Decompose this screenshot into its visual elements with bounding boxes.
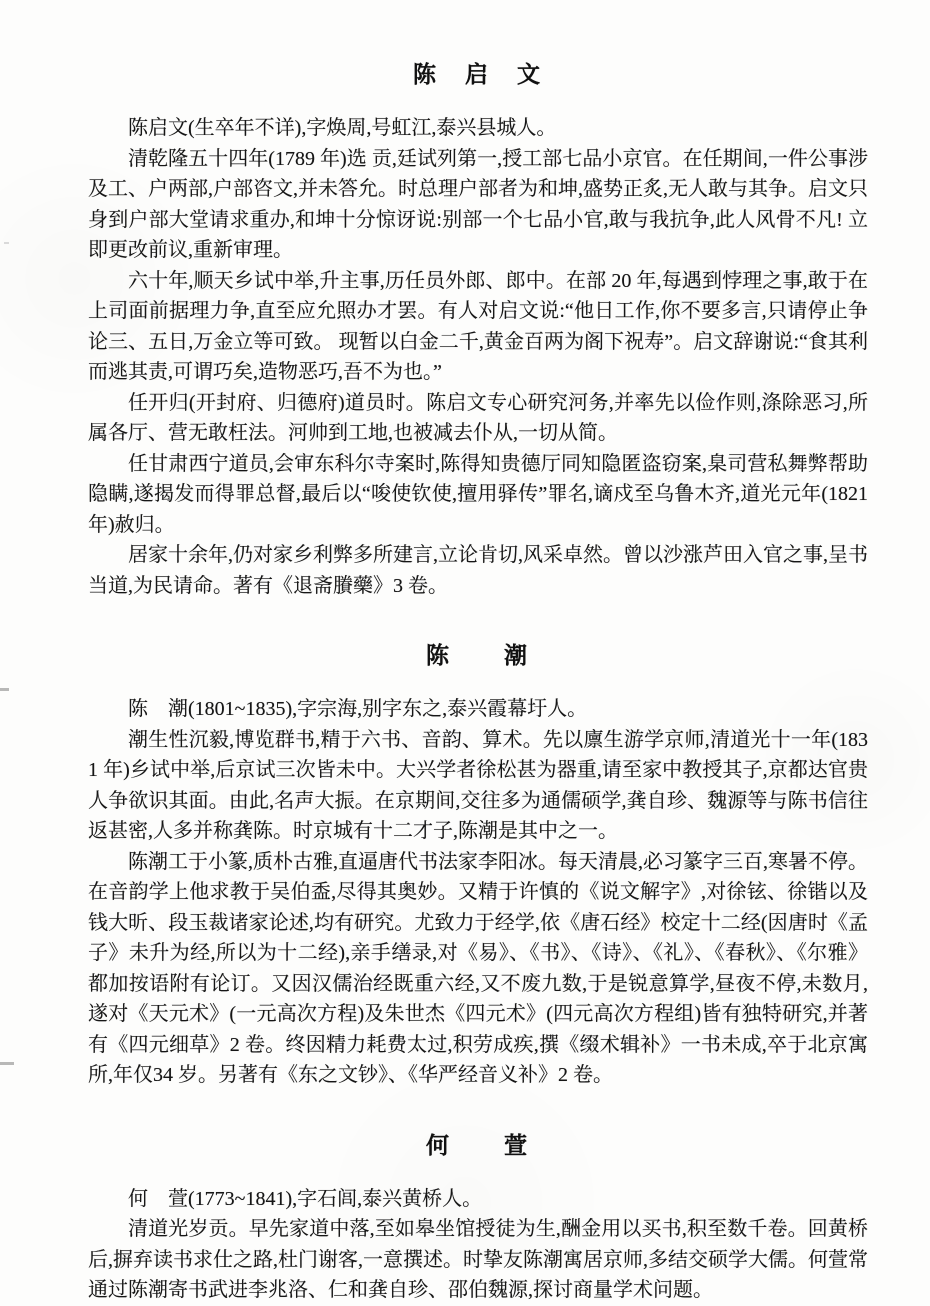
paragraph: 任开归(开封府、归德府)道员时。陈启文专心研究河务,并率先以俭作则,涤除恶习,所属各厅、营无敢枉法。河帅到工地,也被减去仆从,一切从简。 bbox=[88, 391, 868, 444]
section-title: 何 萱 bbox=[426, 1132, 530, 1158]
paragraph: 居家十余年,仍对家乡利弊多所建言,立论肯切,风采卓然。曾以沙涨芦田入官之事,呈书当道,为民请命。著有《退斋賸藥》3 卷。 bbox=[88, 544, 868, 597]
paragraph: 陈启文(生卒年不详),字焕周,号虹江,泰兴县城人。 bbox=[128, 117, 557, 139]
section-title: 陈 启 文 bbox=[413, 62, 543, 87]
biography-section-chen-qiwen bbox=[88, 56, 868, 601]
scan-artifact-dash bbox=[0, 1062, 14, 1065]
section-title: 陈 潮 bbox=[426, 643, 530, 668]
scan-artifact-speck bbox=[4, 242, 9, 244]
biography-section-he-xuan bbox=[88, 1127, 868, 1306]
biography-section-chen-chao bbox=[88, 637, 868, 1091]
paragraph: 陈潮工于小篆,质朴古雅,直逼唐代书法家李阳冰。每天清晨,必习篆字三百,寒暑不停。在音韵学上他求教于吴伯盉,尽得其奥妙。又精于许慎的《说文解字》,对徐铉、徐锴以及钱大昕、段玉裁诸家论述,均有研究。尤致力于经学,依《唐石经》校定十二经(因唐时《孟子》未升为经,所以为十二经),亲手缮录,对《易》、《书》、《诗》、《礼》、《春秋》、《尔雅》都加按语附有论订。又因汉儒治经既重六经,又不废九数,于是锐意算学,昼夜不停,未数月,遂对《天元术》(一元高次方程)及朱世杰《四元术》(四元高次方程组)皆有独特研究,并著有《四元细草》2 卷。终因精力耗费太过,积劳成疾,撰《缀术辑补》一书未成,卒于北京寓所,年仅34 岁。另著有《东之文钞》、《华严经音义补》2 卷。 bbox=[88, 850, 868, 1086]
paragraph: 清乾隆五十四年(1789 年)选 贡,廷试列第一,授工部七品小京官。在任期间,一件公事涉及工、户两部,户部咨文,并未答允。时总理户部者为和坤,盛势正炙,无人敢与其争。启文只身到户部大堂请求重办,和坤十分惊讶说:别部一个七品小官,敢与我抗争,此人风骨不凡! 立即更改前议,重新审理。 bbox=[88, 147, 868, 261]
paragraph: 六十年,顺天乡试中举,升主事,历任员外郎、郎中。在部 20 年,每遇到悖理之事,敢于在上司面前据理力争,直至应允照办才罢。有人对启文说:“他日工作,你不要多言,只请停止争论三、五日,万金立等可致。 现暂以白金二千,黄金百两为阁下祝寿”。启文辞谢说:“食其利而逃其责,可谓巧矣,造物恶巧,吾不为也。” bbox=[88, 269, 868, 383]
paragraph: 潮生性沉毅,博览群书,精于六书、音韵、算术。先以廪生游学京师,清道光十一年(1831 年)乡试中举,后京试三次皆未中。大兴学者徐松甚为器重,请至家中教授其子,京都达官贵人争欲识其面。由此,名声大振。在京期间,交往多为通儒硕学,龚自珍、魏源等与陈书信往返甚密,人多并称龚陈。时京城有十二才子,陈潮是其中之一。 bbox=[88, 728, 868, 842]
paragraph: 何 萱(1773~1841),字石闾,泰兴黄桥人。 bbox=[128, 1187, 483, 1210]
paragraph: 任甘肃西宁道员,会审东科尔寺案时,陈得知贵德厅同知隐匿盗窃案,臬司营私舞弊帮助隐瞒,遂揭发而得罪总督,最后以“唆使钦使,擅用驿传”罪名,谪戍至乌鲁木齐,道光元年(1821 年)赦归。 bbox=[88, 452, 868, 536]
paragraph: 清道光岁贡。早先家道中落,至如皋坐馆授徒为生,酬金用以买书,积至数千卷。回黄桥后,摒弃读书求仕之路,杜门谢客,一意撰述。时挚友陈潮寓居京师,多结交硕学大儒。何萱常通过陈潮寄书武进李兆洛、仁和龚自珍、邵伯魏源,探讨商量学术问题。 bbox=[88, 1218, 868, 1301]
scan-artifact-dash bbox=[0, 688, 9, 691]
paragraph: 陈 潮(1801~1835),字宗海,别字东之,泰兴霞幕圩人。 bbox=[128, 698, 588, 720]
